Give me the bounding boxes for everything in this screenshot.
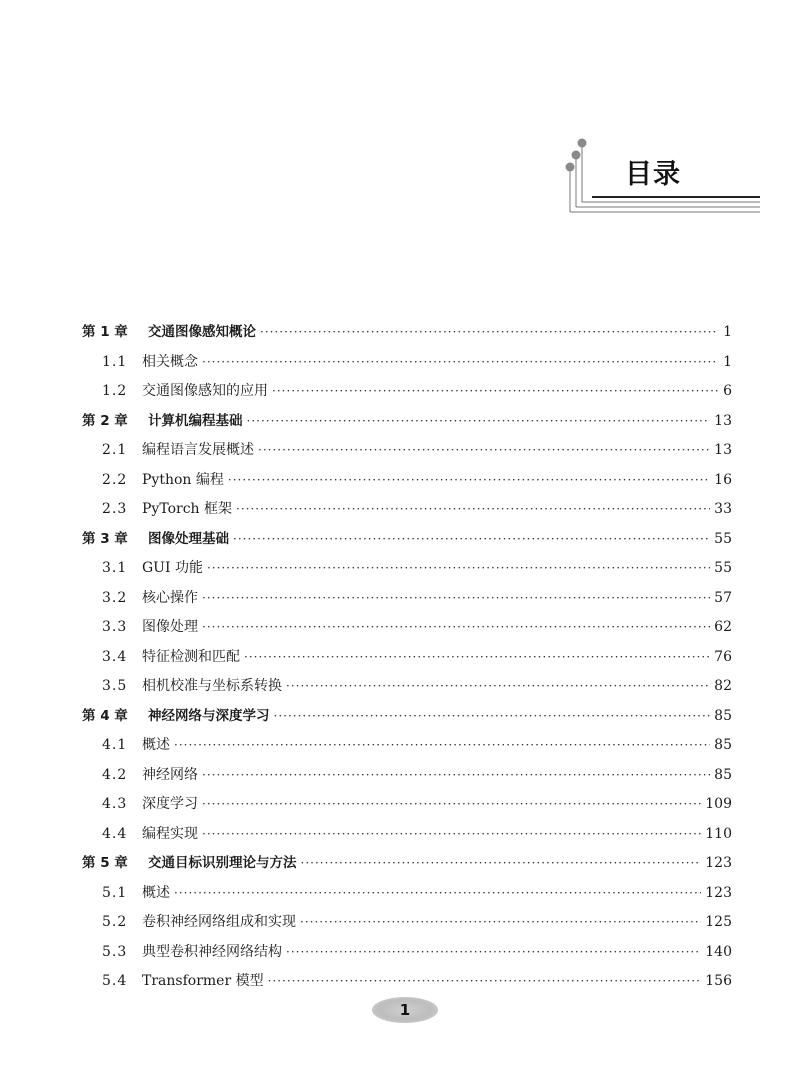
toc-entry-page-number: 123	[705, 884, 732, 901]
toc-entry-number: 4.3	[102, 796, 128, 812]
toc-section-row[interactable]	[82, 466, 732, 496]
toc-section-row[interactable]	[82, 643, 732, 673]
toc-dot-leader	[272, 377, 718, 407]
toc-entry-page-number: 85	[714, 737, 732, 753]
toc-entry-title: GUI 功能	[142, 560, 203, 576]
toc-entry-number: 4.1	[102, 737, 128, 753]
toc-entry-page-number: 57	[714, 589, 732, 606]
toc-entry-page-number: 62	[714, 619, 732, 635]
toc-dot-leader	[300, 908, 701, 938]
table-of-contents	[82, 318, 732, 997]
toc-entry-title: 图像处理基础	[148, 530, 229, 547]
toc-entry-page-number: 16	[714, 471, 732, 488]
toc-dot-leader	[202, 613, 710, 643]
page-number-badge: 1	[372, 997, 438, 1023]
toc-header	[560, 130, 760, 225]
toc-dot-leader	[268, 967, 702, 997]
toc-entry-number: 第 1 章	[82, 324, 128, 340]
toc-dot-leader	[301, 849, 702, 879]
toc-entry-number: 2.3	[102, 501, 128, 517]
toc-entry-title: 神经网络	[142, 766, 198, 783]
toc-entry-title: 图像处理	[142, 619, 198, 635]
toc-section-row[interactable]	[82, 554, 732, 584]
toc-entry-page-number: 33	[714, 501, 732, 517]
toc-entry-number: 5.1	[102, 884, 128, 901]
toc-entry-number: 3.3	[102, 619, 128, 635]
toc-dot-leader	[274, 702, 711, 732]
toc-entry-page-number: 85	[714, 707, 732, 724]
toc-entry-title: 卷积神经网络组成和实现	[142, 914, 296, 930]
toc-entry-title: 编程实现	[142, 825, 198, 842]
toc-entry-number: 4.2	[102, 766, 128, 783]
toc-dot-leader	[244, 643, 710, 673]
toc-entry-title: 交通图像感知概论	[148, 324, 256, 340]
toc-entry-title: 神经网络与深度学习	[148, 707, 270, 724]
toc-entry-page-number: 13	[714, 442, 732, 458]
toc-entry-number: 5.3	[102, 943, 128, 960]
toc-entry-number: 4.4	[102, 825, 128, 842]
toc-entry-title: 相机校准与坐标系转换	[142, 678, 282, 694]
toc-chapter-row[interactable]	[82, 849, 732, 879]
toc-entry-page-number: 156	[705, 973, 732, 989]
toc-entry-title: 概述	[142, 737, 170, 753]
toc-section-row[interactable]	[82, 584, 732, 614]
toc-section-row[interactable]	[82, 967, 732, 997]
toc-entry-title: 编程语言发展概述	[142, 442, 254, 458]
toc-entry-page-number: 123	[705, 855, 732, 871]
toc-entry-number: 3.2	[102, 589, 128, 606]
toc-entry-page-number: 140	[705, 943, 732, 960]
toc-dot-leader	[202, 820, 701, 850]
toc-entry-page-number: 13	[714, 412, 732, 429]
toc-chapter-row[interactable]	[82, 407, 732, 437]
toc-entry-title: 深度学习	[142, 796, 198, 812]
page-title: 目录	[625, 159, 681, 190]
toc-entry-number: 2.1	[102, 442, 128, 458]
toc-entry-page-number: 1	[723, 353, 732, 370]
toc-dot-leader	[174, 731, 710, 761]
toc-entry-title: Python 编程	[142, 471, 224, 488]
toc-dot-leader	[286, 938, 701, 968]
toc-dot-leader	[207, 554, 710, 584]
toc-entry-page-number: 1	[723, 324, 732, 340]
toc-entry-title: 概述	[142, 884, 170, 901]
toc-entry-title: 核心操作	[142, 589, 198, 606]
toc-section-row[interactable]	[82, 495, 732, 525]
toc-section-row[interactable]	[82, 672, 732, 702]
toc-entry-number: 第 3 章	[82, 530, 128, 547]
toc-entry-page-number: 110	[705, 825, 732, 842]
toc-entry-page-number: 109	[705, 796, 732, 812]
toc-dot-leader	[236, 495, 710, 525]
toc-entry-page-number: 76	[714, 648, 732, 665]
toc-dot-leader	[233, 525, 710, 555]
toc-dot-leader	[228, 466, 710, 496]
toc-entry-title: 计算机编程基础	[148, 412, 243, 429]
toc-dot-leader	[202, 761, 710, 791]
toc-section-row[interactable]	[82, 908, 732, 938]
toc-dot-leader	[202, 348, 718, 378]
toc-dot-leader	[202, 584, 710, 614]
toc-dot-leader	[174, 879, 701, 909]
toc-entry-title: PyTorch 框架	[142, 501, 233, 517]
toc-section-row[interactable]	[82, 761, 732, 791]
toc-section-row[interactable]	[82, 731, 732, 761]
toc-entry-number: 3.1	[102, 560, 128, 576]
toc-entry-number: 2.2	[102, 471, 128, 488]
toc-entry-page-number: 55	[714, 530, 732, 547]
toc-section-row[interactable]	[82, 613, 732, 643]
toc-entry-title: 交通图像感知的应用	[142, 383, 268, 399]
toc-chapter-row[interactable]	[82, 702, 732, 732]
toc-entry-page-number: 55	[714, 560, 732, 576]
toc-entry-number: 1.2	[102, 383, 128, 399]
toc-entry-title: 典型卷积神经网络结构	[142, 943, 282, 960]
toc-entry-title: Transformer 模型	[142, 973, 264, 989]
toc-chapter-row[interactable]	[82, 318, 732, 348]
toc-entry-title: 交通目标识别理论与方法	[148, 855, 297, 871]
toc-entry-number: 1.1	[102, 353, 128, 370]
toc-entry-number: 5.4	[102, 973, 128, 989]
toc-section-row[interactable]	[82, 790, 732, 820]
toc-entry-page-number: 6	[723, 383, 732, 399]
toc-entry-page-number: 125	[705, 914, 732, 930]
toc-entry-number: 5.2	[102, 914, 128, 930]
toc-entry-number: 3.4	[102, 648, 128, 665]
toc-dot-leader	[247, 407, 711, 437]
toc-entry-title: 相关概念	[142, 353, 198, 370]
toc-entry-title: 特征检测和匹配	[142, 648, 240, 665]
toc-dot-leader	[202, 790, 701, 820]
toc-dot-leader	[260, 318, 718, 348]
toc-chapter-row[interactable]	[82, 525, 732, 555]
toc-entry-page-number: 82	[714, 678, 732, 694]
toc-dot-leader	[286, 672, 710, 702]
toc-entry-number: 第 5 章	[82, 855, 128, 871]
toc-section-row[interactable]	[82, 377, 732, 407]
toc-entry-number: 3.5	[102, 678, 128, 694]
toc-entry-number: 第 2 章	[82, 412, 128, 429]
toc-dot-leader	[258, 436, 710, 466]
toc-entry-number: 第 4 章	[82, 707, 128, 724]
toc-section-row[interactable]	[82, 436, 732, 466]
toc-section-row[interactable]	[82, 820, 732, 850]
toc-entry-page-number: 85	[714, 766, 732, 783]
toc-section-row[interactable]	[82, 879, 732, 909]
toc-section-row[interactable]	[82, 938, 732, 968]
toc-section-row[interactable]	[82, 348, 732, 378]
